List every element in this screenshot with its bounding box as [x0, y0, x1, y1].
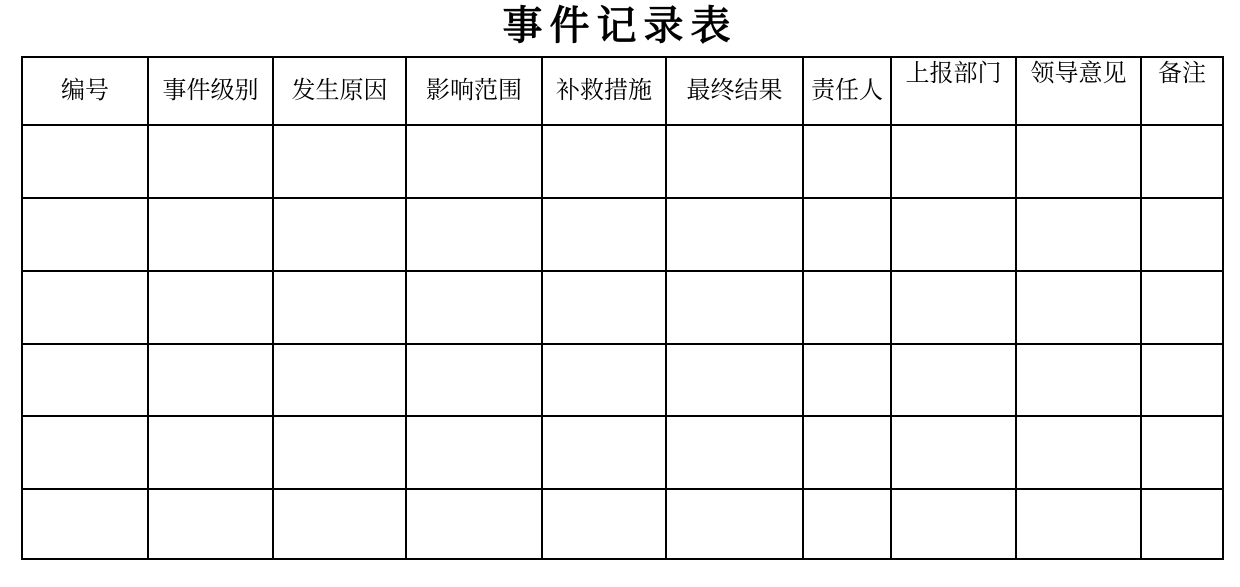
table-cell [273, 489, 406, 559]
header-leader-opinion: 领导意见 [1016, 57, 1141, 125]
table-cell [148, 416, 273, 489]
event-record-table [21, 56, 1224, 560]
table-cell [542, 271, 666, 344]
table-cell [891, 489, 1016, 559]
table-cell [891, 125, 1016, 198]
table-cell [1016, 489, 1141, 559]
header-id: 编号 [22, 57, 148, 125]
header-cause: 发生原因 [273, 57, 406, 125]
table-cell [666, 125, 803, 198]
table-cell [22, 344, 148, 416]
table-cell [22, 271, 148, 344]
table-cell [803, 271, 891, 344]
table-cell [22, 489, 148, 559]
table-cell [406, 125, 542, 198]
table-cell [542, 416, 666, 489]
table-cell [666, 271, 803, 344]
table-row [22, 271, 1223, 344]
table-row [22, 416, 1223, 489]
table-row [22, 344, 1223, 416]
table-cell [273, 344, 406, 416]
table-cell [148, 198, 273, 271]
header-remarks: 备注 [1141, 57, 1223, 125]
table-cell [406, 489, 542, 559]
table-cell [803, 489, 891, 559]
header-responsible: 责任人 [803, 57, 891, 125]
table-cell [406, 198, 542, 271]
table-cell [406, 271, 542, 344]
table-cell [1016, 125, 1141, 198]
table-row [22, 489, 1223, 559]
table-cell [666, 344, 803, 416]
table-cell [148, 489, 273, 559]
table-cell [542, 489, 666, 559]
table-cell [542, 198, 666, 271]
table-cell [273, 416, 406, 489]
table-cell [1016, 344, 1141, 416]
table-cell [406, 344, 542, 416]
table-header-row [22, 57, 1223, 125]
table-cell [542, 344, 666, 416]
table-cell [1016, 198, 1141, 271]
table-cell [22, 416, 148, 489]
table-cell [666, 198, 803, 271]
table-cell [666, 489, 803, 559]
table-cell [542, 125, 666, 198]
page-title: 事件记录表 [502, 3, 738, 48]
table-cell [803, 344, 891, 416]
table-row [22, 125, 1223, 198]
header-event-level: 事件级别 [148, 57, 273, 125]
header-remedy: 补救措施 [542, 57, 666, 125]
table-cell [22, 125, 148, 198]
table-cell [891, 344, 1016, 416]
table-cell [22, 198, 148, 271]
table-cell [148, 125, 273, 198]
table-cell [1141, 271, 1223, 344]
table-cell [273, 271, 406, 344]
table-cell [891, 271, 1016, 344]
table-cell [273, 198, 406, 271]
table-cell [1141, 125, 1223, 198]
table-cell [803, 416, 891, 489]
table-cell [1016, 416, 1141, 489]
table-cell [406, 416, 542, 489]
table-cell [273, 125, 406, 198]
table-cell [148, 344, 273, 416]
table-cell [1141, 344, 1223, 416]
table-body [22, 125, 1223, 559]
header-final-result: 最终结果 [666, 57, 803, 125]
table-cell [1016, 271, 1141, 344]
table-cell [1141, 489, 1223, 559]
table-cell [148, 271, 273, 344]
header-reporting-dept: 上报部门 [891, 57, 1016, 125]
table-row [22, 198, 1223, 271]
table-cell [891, 198, 1016, 271]
table-cell [666, 416, 803, 489]
table-cell [1141, 198, 1223, 271]
table-cell [803, 198, 891, 271]
header-impact-scope: 影响范围 [406, 57, 542, 125]
table-cell [891, 416, 1016, 489]
table-cell [803, 125, 891, 198]
table-cell [1141, 416, 1223, 489]
